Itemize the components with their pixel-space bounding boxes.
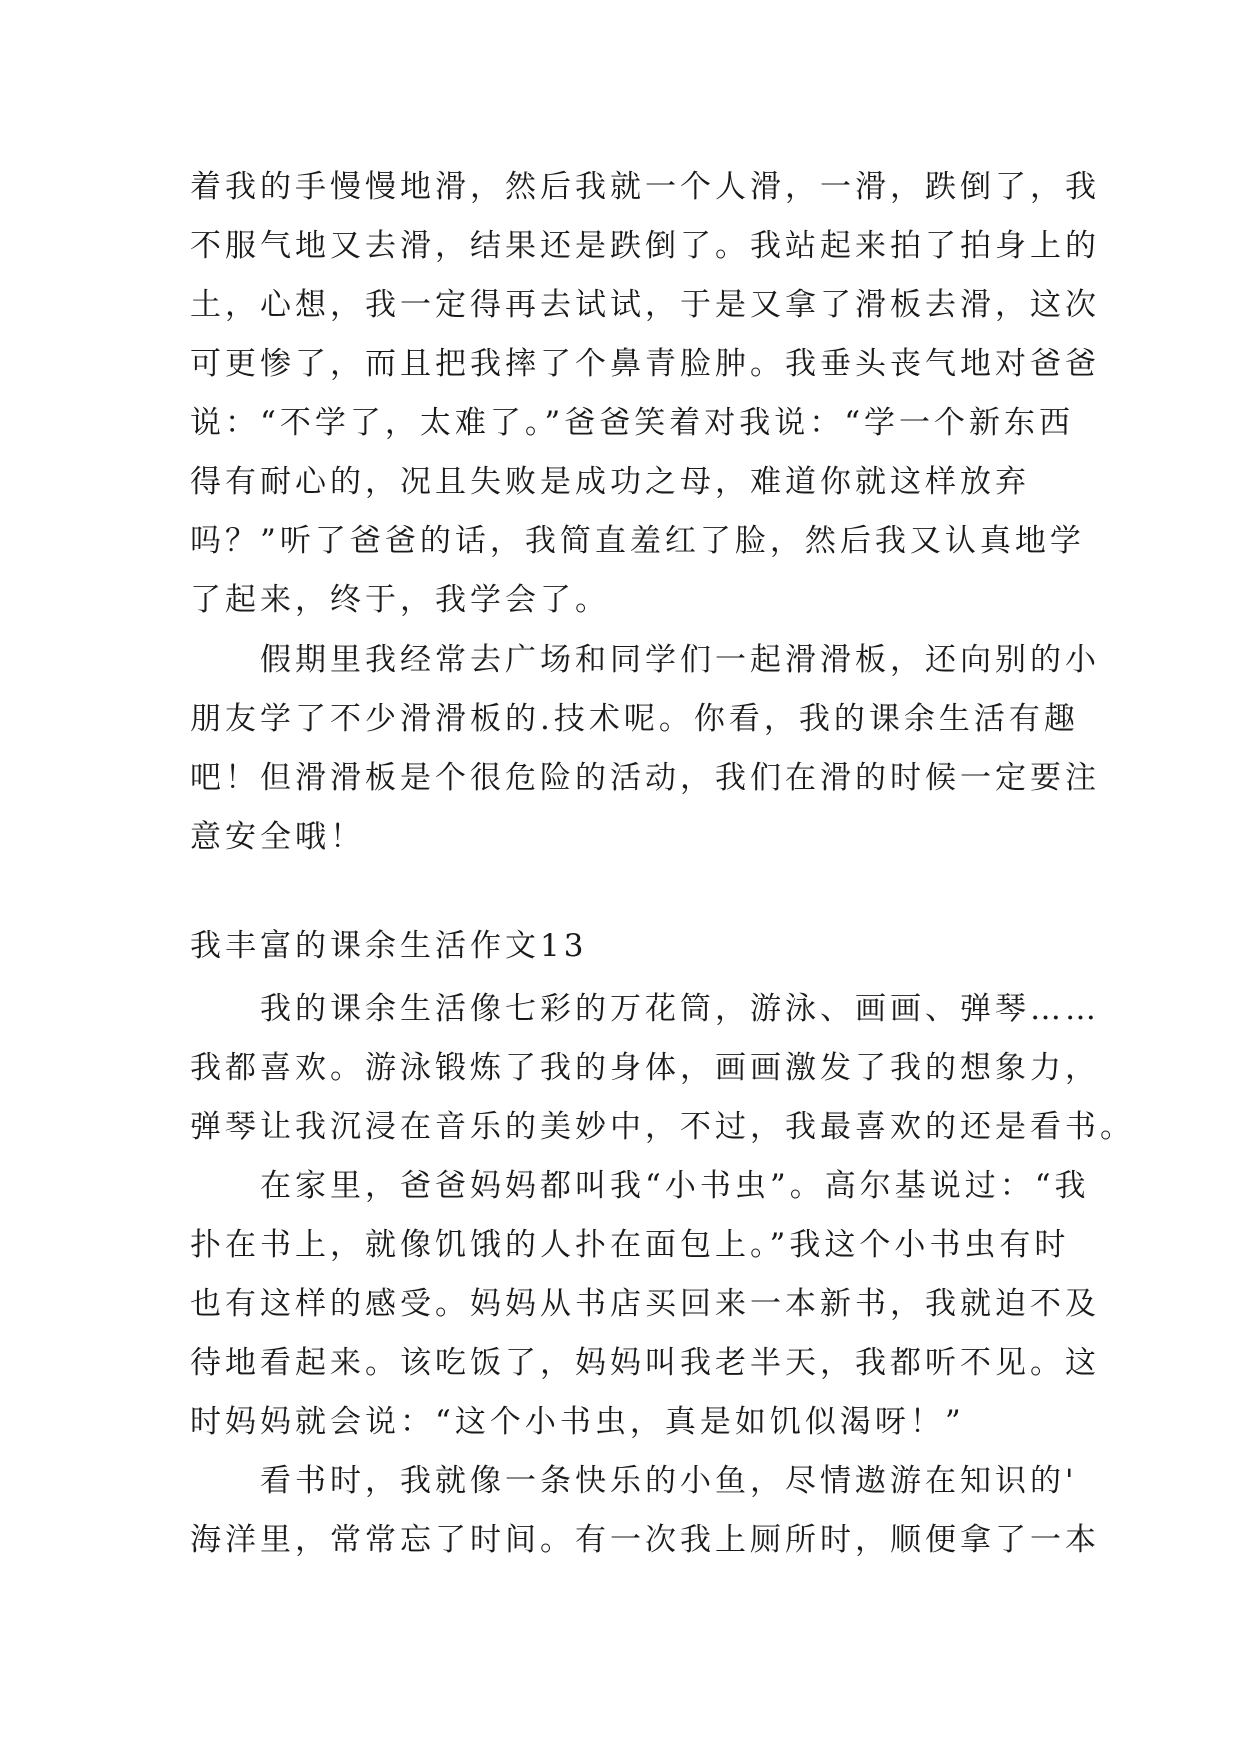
text-line: 我都喜欢。游泳锻炼了我的身体，画画激发了我的想象力， <box>190 1050 1100 1086</box>
text-line: 朋友学了不少滑滑板的.技术呢。你看，我的课余生活有趣 <box>190 701 1079 737</box>
text-line: 了起来，终于，我学会了。 <box>190 582 610 618</box>
text-line: 也有这样的感受。妈妈从书店买回来一本新书，我就迫不及 <box>190 1286 1100 1322</box>
text-line: 在家里，爸爸妈妈都叫我“小书虫”。高尔基说过：“我 <box>260 1168 1090 1204</box>
paragraph-skateboard-holiday <box>190 631 1100 867</box>
text-line: 可更惨了，而且把我摔了个鼻青脸肿。我垂头丧气地对爸爸 <box>190 346 1100 382</box>
text-line: 不服气地又去滑，结果还是跌倒了。我站起来拍了拍身上的 <box>190 228 1100 264</box>
text-line: 我的课余生活像七彩的万花筒，游泳、画画、弹琴…… <box>260 991 1100 1027</box>
paragraph-continuation <box>190 158 1100 630</box>
section-title-block <box>190 917 1060 976</box>
text-line: 着我的手慢慢地滑，然后我就一个人滑，一滑，跌倒了，我 <box>190 169 1100 205</box>
text-line: 吗？”听了爸爸的话，我简直羞红了脸，然后我又认真地学 <box>190 523 1085 559</box>
text-line: 得有耐心的，况且失败是成功之母，难道你就这样放弃 <box>190 464 1030 500</box>
section-body <box>190 980 1135 1570</box>
text-line: 海洋里，常常忘了时间。有一次我上厕所时，顺便拿了一本 <box>190 1522 1100 1558</box>
section-title: 我丰富的课余生活作文13 <box>190 928 588 964</box>
text-line: 土，心想，我一定得再去试试，于是又拿了滑板去滑，这次 <box>190 287 1100 323</box>
text-line: 意安全哦！ <box>190 819 365 855</box>
text-line: 时妈妈就会说：“这个小书虫，真是如饥似渴呀！” <box>190 1404 965 1440</box>
text-line: 说：“不学了，太难了。”爸爸笑着对我说：“学一个新东西 <box>190 405 1075 441</box>
text-line: 吧！但滑滑板是个很危险的活动，我们在滑的时候一定要注 <box>190 760 1100 796</box>
text-line: 看书时，我就像一条快乐的小鱼，尽情遨游在知识的' <box>260 1463 1078 1499</box>
text-line: 假期里我经常去广场和同学们一起滑滑板，还向别的小 <box>260 642 1100 678</box>
text-line: 待地看起来。该吃饭了，妈妈叫我老半天，我都听不见。这 <box>190 1345 1100 1381</box>
text-line: 弹琴让我沉浸在音乐的美妙中，不过，我最喜欢的还是看书。 <box>190 1109 1135 1145</box>
text-line: 扑在书上，就像饥饿的人扑在面包上。”我这个小书虫有时 <box>190 1227 1070 1263</box>
